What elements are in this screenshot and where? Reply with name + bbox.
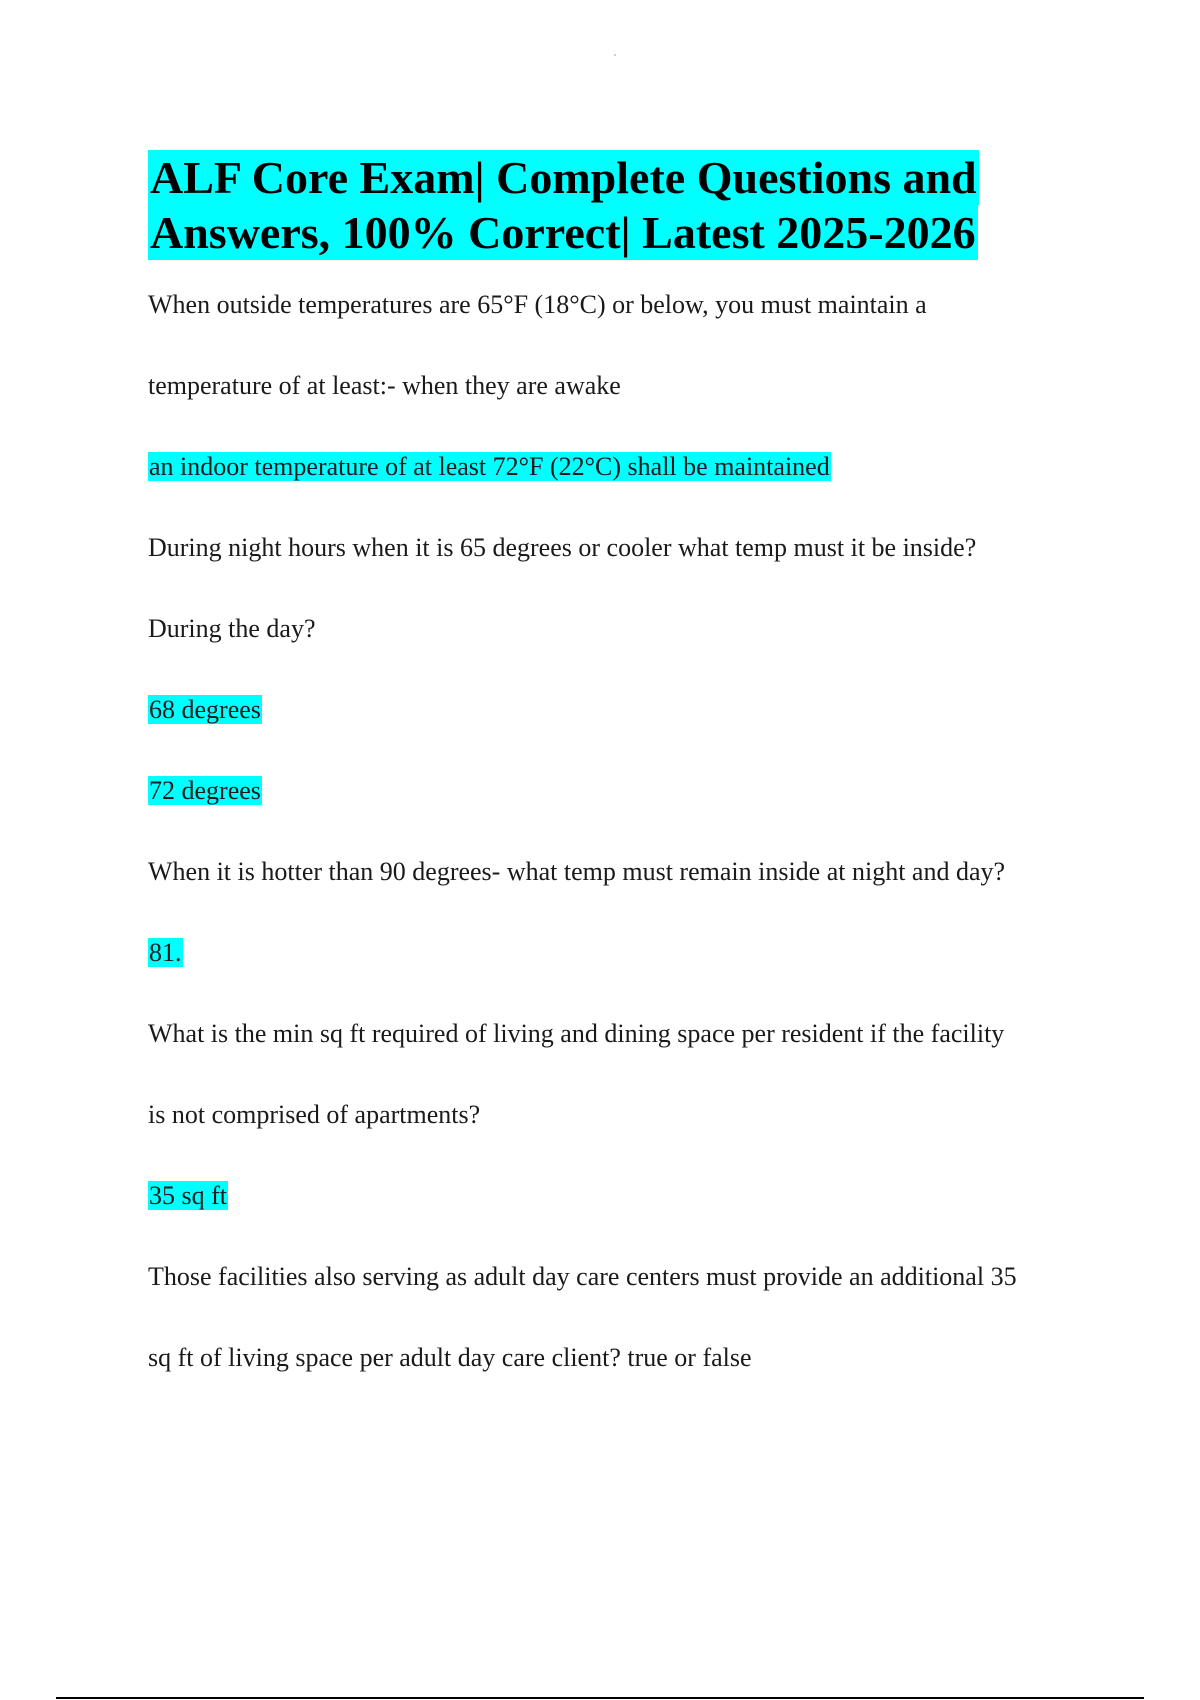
highlighted-answer: 35 sq ft	[149, 1181, 227, 1210]
answer-text	[148, 774, 262, 808]
document-title	[148, 150, 1028, 260]
question-line: When it is hotter than 90 degrees- what temp must remain inside at night and day?	[148, 857, 1006, 886]
question-line: When outside temperatures are 65°F (18°C) or below, you must maintain a	[148, 290, 927, 319]
question-text	[148, 855, 1005, 889]
question-line: sq ft of living space per adult day care client? true or false	[148, 1343, 752, 1372]
highlighted-answer: 68 degrees	[149, 695, 261, 724]
question-text	[148, 1341, 752, 1375]
highlighted-answer: 81.	[149, 938, 182, 967]
question-line: temperature of at least:- when they are awake	[148, 371, 621, 400]
answer-text	[148, 693, 262, 727]
answer-text	[148, 450, 831, 484]
answer-text	[148, 936, 183, 970]
page-bottom-rule	[56, 1697, 1144, 1699]
question-line: Those facilities also serving as adult day care centers must provide an additional 35	[148, 1262, 1017, 1291]
question-text	[148, 1098, 480, 1132]
highlighted-answer: 72 degrees	[149, 776, 261, 805]
page-mark	[614, 54, 616, 56]
title-line-1: ALF Core Exam| Complete Questions and	[150, 152, 977, 203]
question-text	[148, 612, 316, 646]
question-line: During the day?	[148, 614, 316, 643]
question-text	[148, 531, 976, 565]
highlighted-answer: an indoor temperature of at least 72°F (22°C) shall be maintained	[149, 452, 830, 481]
question-text	[148, 1017, 1004, 1051]
question-text	[148, 288, 927, 322]
question-text	[148, 369, 621, 403]
title-line-2: Answers, 100% Correct| Latest 2025-2026	[150, 207, 976, 258]
question-line: is not comprised of apartments?	[148, 1100, 481, 1129]
question-line: During night hours when it is 65 degrees or cooler what temp must it be inside?	[148, 533, 977, 562]
answer-text	[148, 1179, 228, 1213]
question-line: What is the min sq ft required of living and dining space per resident if the facility	[148, 1019, 1005, 1048]
question-text	[148, 1260, 1017, 1294]
